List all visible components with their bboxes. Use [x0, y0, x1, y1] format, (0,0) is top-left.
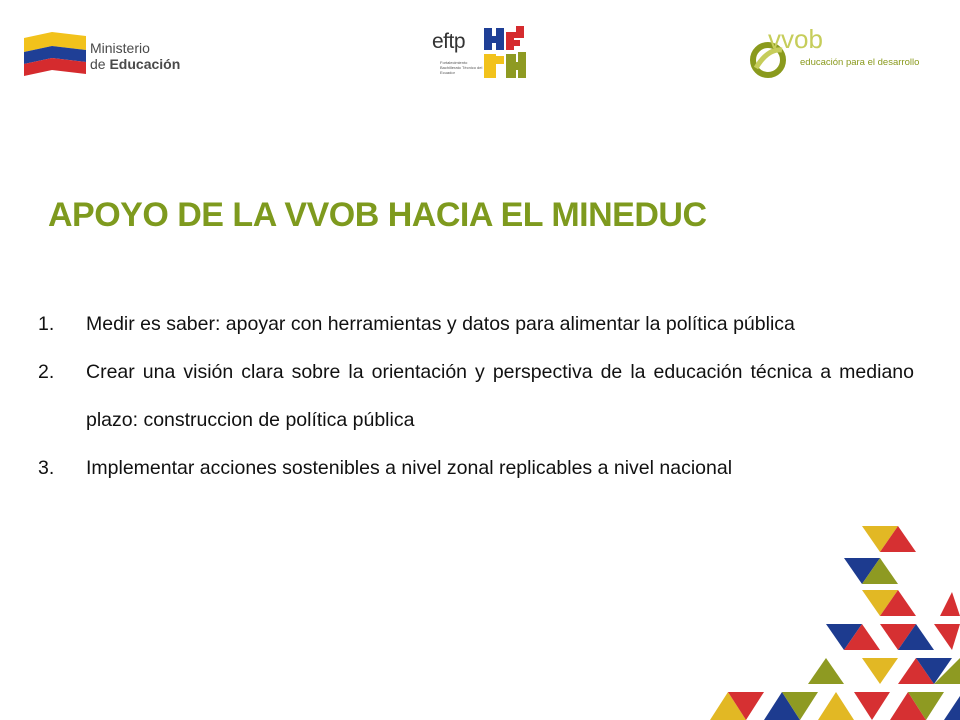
list-item-number: 1.: [38, 313, 55, 335]
support-list: [38, 300, 914, 492]
list-item: [38, 444, 914, 492]
list-item-text: Crear una visión clara sobre la orientación y perspectiva de la educación técnica a mediano plazo: construccion de política pública: [86, 361, 914, 431]
eftp-subtitle: Fortalecimiento Bachillerato Técnico del Ecuador: [440, 60, 483, 75]
triangle-shape: [940, 592, 960, 616]
eftp-blocks-icon: [484, 26, 530, 80]
mineduc-line2-prefix: de: [90, 56, 110, 72]
triangle-shape: [818, 692, 854, 720]
mineduc-line1: Ministerio: [90, 40, 150, 56]
triangle-shape: [854, 692, 890, 720]
ecuador-flag-icon: [24, 30, 86, 76]
list-item-text: Medir es saber: apoyar con herramientas y datos para alimentar la política pública: [86, 313, 795, 335]
ministerio-educacion-logo: [24, 26, 194, 82]
decorative-triangle-pattern: [690, 520, 960, 720]
triangle-shape: [808, 658, 844, 684]
list-item: [38, 348, 914, 444]
list-item-number: 3.: [38, 457, 55, 479]
triangle-shape: [944, 696, 960, 720]
list-item-number: 2.: [38, 361, 55, 383]
vvob-wordmark: vvob: [768, 24, 823, 54]
triangle-shape: [934, 624, 960, 650]
mineduc-line2-bold: Educación: [109, 56, 181, 72]
eftp-wordmark: eftp: [432, 30, 466, 53]
list-item-text: Implementar acciones sostenibles a nivel zonal replicables a nivel nacional: [86, 457, 733, 479]
eftp-logo: [432, 26, 532, 82]
triangle-shape: [862, 658, 898, 684]
vvob-logo: [748, 24, 928, 80]
slide-title: APOYO DE LA VVOB HACIA EL MINEDUC: [48, 196, 707, 234]
vvob-tagline: educación para el desarrollo: [800, 57, 920, 68]
list-item: [38, 300, 914, 348]
